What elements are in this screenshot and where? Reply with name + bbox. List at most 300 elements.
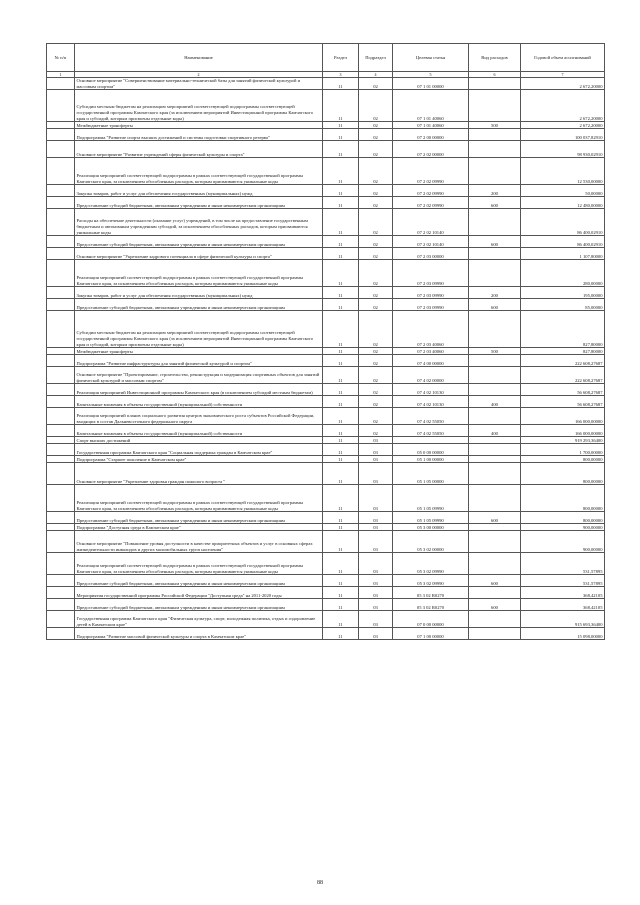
row-expense-type: 600 [469,599,521,611]
row-podrazdel: 02 [359,348,393,355]
row-number-cell [47,524,75,531]
row-amount: 12 480,00000 [521,197,605,209]
table-row [47,575,605,587]
row-target-article: 07 4 02 00000 [393,367,469,384]
row-razdel: 11 [323,209,359,236]
row-podrazdel: 03 [359,456,393,463]
row-target-article: 07 4 00 00000 [393,355,469,367]
row-expense-type: 400 [469,425,521,437]
row-amount: 1 107,80000 [521,248,605,260]
column-number: 3 [323,72,359,78]
row-target-article: 07 1 01 00000 [393,78,469,90]
row-target-article: 07 4 02 55050 [393,408,469,425]
row-amount: 800,00000 [521,512,605,524]
row-amount: 919 293,36400 [521,437,605,444]
row-number-cell [47,553,75,575]
row-target-article: 07 0 00 00000 [393,611,469,628]
table-row [47,90,605,122]
row-expense-type [469,553,521,575]
row-target-article: 07 4 02 55050 [393,425,469,437]
row-razdel: 11 [323,463,359,485]
row-razdel: 11 [323,197,359,209]
row-target-article: 05 1 05 00000 [393,463,469,485]
row-amount: 56 608,27687 [521,384,605,396]
row-expense-type: 500 [469,122,521,129]
row-target-article: 07 2 03 00000 [393,248,469,260]
row-razdel: 11 [323,553,359,575]
row-razdel: 11 [323,384,359,396]
row-number-cell [47,185,75,197]
row-number-cell [47,463,75,485]
row-podrazdel: 03 [359,485,393,512]
column-number: 1 [47,72,75,78]
table-row [47,236,605,248]
row-name: Подпрограмма "Развитие массовой физической культуры и спорта в Камчатском крае" [75,628,323,640]
row-target-article: 07 1 01 40060 [393,90,469,122]
row-amount: 2 672,20000 [521,78,605,90]
table-row [47,248,605,260]
row-podrazdel: 02 [359,408,393,425]
row-podrazdel: 02 [359,90,393,122]
row-name: Основное мероприятие "Укрепление кадрового потенциала в сфере физической культуры и спорта" [75,248,323,260]
row-expense-type [469,444,521,456]
row-razdel: 11 [323,512,359,524]
row-amount: 900,00000 [521,531,605,553]
table-row [47,367,605,384]
row-target-article: 05 3 02 R0270 [393,587,469,599]
row-name: Реализация мероприятий планов социального развития центров экономического роста субъектов Российской Федерации, входящих в состав Дальневосточного федерального округа [75,408,323,425]
column-number: 2 [75,72,323,78]
row-target-article: 07 1 00 00000 [393,628,469,640]
row-name: Спорт высших достижений [75,437,323,444]
row-name: Основное мероприятие "Совершенствование материально-технической базы для занятий физической культурой и массовым спортом" [75,78,323,90]
row-name: Субсидии местным бюджетам на реализацию мероприятий соответствующей подпрограммы соответствующей государственной программы Камчатского края (за исключением мероприятий Инвестиционной программы Камчатского края и субсидий, которым присвоены отдельные коды) [75,90,323,122]
row-amount: 827,80000 [521,311,605,348]
row-number-cell [47,78,75,90]
header-number: № п/п [47,44,75,72]
row-podrazdel: 02 [359,158,393,185]
page-number: 88 [317,880,323,886]
row-razdel: 11 [323,355,359,367]
table-row [47,587,605,599]
row-razdel: 11 [323,90,359,122]
row-number-cell [47,311,75,348]
column-number: 6 [469,72,521,78]
row-expense-type [469,524,521,531]
row-podrazdel: 02 [359,367,393,384]
row-name: Расходы на обеспечение деятельности (оказание услуг) учреждений, в том числе на предоставление государственным бюджетным и автономным учреждениям субсидий, за исключением обособленных расходов, которым присваиваются уникальные коды [75,209,323,236]
column-number: 4 [359,72,393,78]
row-razdel: 11 [323,425,359,437]
row-target-article: 05 0 00 00000 [393,444,469,456]
row-razdel: 11 [323,122,359,129]
row-razdel: 11 [323,260,359,287]
row-amount: 800,00000 [521,456,605,463]
row-razdel: 11 [323,628,359,640]
row-razdel: 11 [323,408,359,425]
header-name: Наименование [75,44,323,72]
row-number-cell [47,122,75,129]
table-row [47,355,605,367]
row-name: Основное мероприятие "Развитие учреждений сферы физической культуры и спорта" [75,141,323,158]
row-target-article [393,437,469,444]
row-number-cell [47,287,75,299]
row-number-cell [47,260,75,287]
row-name: Основное мероприятие "Укрепление здоровья граждан пожилого возраста " [75,463,323,485]
table-row [47,299,605,311]
row-number-cell [47,197,75,209]
table-row [47,437,605,444]
row-amount: 531,57895 [521,575,605,587]
row-podrazdel: 02 [359,287,393,299]
row-number-cell [47,587,75,599]
header-expense-type: Вид расходов [469,44,521,72]
row-razdel: 11 [323,78,359,90]
table-row [47,512,605,524]
table-header-row [47,44,605,72]
table-row [47,599,605,611]
row-number-cell [47,299,75,311]
table-row [47,78,605,90]
row-name: Реализация мероприятий соответствующей подпрограммы в рамках соответствующей государственной программы Камчатского края, за исключением обособленных расходов, которым присваиваются уникальные коды [75,485,323,512]
row-amount: 86 400,02910 [521,209,605,236]
row-target-article: 07 2 02 09990 [393,197,469,209]
table-row [47,122,605,129]
row-amount: 800,00000 [521,485,605,512]
row-number-cell [47,396,75,408]
row-name: Подпрограмма "Старшее поколение в Камчатском крае" [75,456,323,463]
row-number-cell [47,141,75,158]
table-row [47,628,605,640]
row-name: Мероприятия государственной программы Российской Федерации "Доступная среда" на 2011-2020 годы [75,587,323,599]
row-podrazdel: 03 [359,611,393,628]
row-expense-type [469,141,521,158]
row-expense-type: 600 [469,512,521,524]
row-podrazdel: 02 [359,78,393,90]
row-expense-type: 600 [469,197,521,209]
row-target-article: 07 2 03 09990 [393,260,469,287]
row-target-article: 07 2 02 09990 [393,185,469,197]
row-number-cell [47,599,75,611]
row-name: Капитальные вложения в объекты государственной (муниципальной) собственности [75,425,323,437]
row-target-article: 07 2 00 00000 [393,129,469,141]
row-expense-type: 500 [469,348,521,355]
row-expense-type: 600 [469,236,521,248]
row-name: Предоставление субсидий бюджетным, автономным учреждениям и иным некоммерческим организациям [75,299,323,311]
row-number-cell [47,575,75,587]
row-amount: 166 000,00000 [521,408,605,425]
row-razdel: 11 [323,437,359,444]
row-target-article: 07 1 01 40060 [393,122,469,129]
row-expense-type [469,587,521,599]
table-row [47,456,605,463]
row-name: Предоставление субсидий бюджетным, автономным учреждениям и иным некоммерческим организациям [75,197,323,209]
row-expense-type: 200 [469,185,521,197]
row-expense-type [469,408,521,425]
row-amount: 280,00000 [521,260,605,287]
row-amount: 222 608,27687 [521,367,605,384]
row-expense-type [469,260,521,287]
row-amount: 800,00000 [521,463,605,485]
row-expense-type: 600 [469,575,521,587]
row-expense-type [469,456,521,463]
table-row [47,553,605,575]
row-expense-type: 200 [469,287,521,299]
row-expense-type: 600 [469,299,521,311]
header-annual-amount: Годовой объем ассигнований [521,44,605,72]
row-name: Подпрограмма "Развитие спорта высших достижений и системы подготовки спортивного резерва" [75,129,323,141]
row-expense-type [469,78,521,90]
row-name: Основное мероприятие "Повышение уровня доступности в качестве приоритетных объектов и услуг в основных сферах жизнедеятельности инвалидов и других маломобильных групп населения" [75,531,323,553]
row-number-cell [47,456,75,463]
row-expense-type [469,90,521,122]
table-row [47,209,605,236]
row-name: Подпрограмма "Доступная среда в Камчатском крае" [75,524,323,531]
row-razdel: 11 [323,299,359,311]
row-razdel: 11 [323,185,359,197]
row-name: Предоставление субсидий бюджетным, автономным учреждениям и иным некоммерческим организациям [75,236,323,248]
row-number-cell [47,248,75,260]
row-podrazdel: 02 [359,260,393,287]
row-podrazdel: 03 [359,587,393,599]
row-target-article: 05 1 05 09990 [393,485,469,512]
row-amount: 1 700,00000 [521,444,605,456]
row-amount: 195,00000 [521,287,605,299]
row-number-cell [47,236,75,248]
table-row [47,396,605,408]
row-amount: 100 037,82910 [521,129,605,141]
row-podrazdel: 02 [359,299,393,311]
row-razdel: 11 [323,311,359,348]
row-amount: 222 608,27687 [521,355,605,367]
column-number: 5 [393,72,469,78]
row-name: Закупка товаров, работ и услуг для обеспечения государственных (муниципальных) нужд [75,287,323,299]
row-expense-type [469,628,521,640]
row-number-cell [47,437,75,444]
row-podrazdel: 02 [359,185,393,197]
row-razdel: 11 [323,575,359,587]
row-amount: 531,57895 [521,553,605,575]
row-razdel: 11 [323,236,359,248]
table-row [47,531,605,553]
table-row [47,384,605,396]
table-row [47,444,605,456]
row-razdel: 11 [323,587,359,599]
row-name: Реализация мероприятий соответствующей подпрограммы в рамках соответствующей государственной программы Камчатского края, за исключением обособленных расходов, которым присваиваются уникальные коды [75,553,323,575]
row-podrazdel: 03 [359,463,393,485]
row-number-cell [47,355,75,367]
row-target-article: 05 3 02 00000 [393,531,469,553]
row-razdel: 11 [323,531,359,553]
row-target-article: 05 3 02 R0270 [393,599,469,611]
row-razdel: 11 [323,485,359,512]
row-target-article: 05 3 02 09990 [393,575,469,587]
row-razdel: 11 [323,524,359,531]
row-name: Межбюджетные трансферты [75,348,323,355]
row-target-article: 05 1 05 09990 [393,512,469,524]
row-target-article: 05 3 00 00000 [393,524,469,531]
table-row [47,141,605,158]
table-row [47,158,605,185]
table-row [47,524,605,531]
row-podrazdel: 02 [359,129,393,141]
row-number-cell [47,611,75,628]
row-number-cell [47,90,75,122]
row-name: Реализация мероприятий соответствующей подпрограммы в рамках соответствующей государственной программы Камчатского края, за исключением обособленных расходов, которым присваиваются уникальные коды [75,260,323,287]
row-podrazdel: 03 [359,524,393,531]
header-target-article: Целевая статья [393,44,469,72]
row-number-cell [47,512,75,524]
row-amount: 900,00000 [521,524,605,531]
row-podrazdel: 02 [359,311,393,348]
row-name: Предоставление субсидий бюджетным, автономным учреждениям и иным некоммерческим организациям [75,599,323,611]
row-amount: 15 098,00000 [521,628,605,640]
row-number-cell [47,158,75,185]
row-podrazdel: 02 [359,396,393,408]
row-target-article: 07 2 03 09990 [393,299,469,311]
row-podrazdel: 03 [359,512,393,524]
row-target-article: 05 1 00 00000 [393,456,469,463]
row-amount: 50,00000 [521,185,605,197]
row-amount: 56 608,27687 [521,396,605,408]
row-name: Предоставление субсидий бюджетным, автономным учреждениям и иным некоммерческим организациям [75,512,323,524]
row-podrazdel: 03 [359,575,393,587]
row-target-article: 07 2 02 10140 [393,236,469,248]
row-razdel: 11 [323,287,359,299]
row-name: Подпрограмма "Развитие инфраструктуры для занятий физической культурой и спортом" [75,355,323,367]
table-row [47,129,605,141]
row-podrazdel: 03 [359,553,393,575]
row-amount: 85,00000 [521,299,605,311]
row-razdel: 11 [323,599,359,611]
budget-table [46,43,605,640]
row-podrazdel: 02 [359,122,393,129]
row-number-cell [47,367,75,384]
row-razdel: 11 [323,129,359,141]
row-target-article: 07 2 02 09990 [393,158,469,185]
row-target-article: 07 4 02 10130 [393,384,469,396]
row-target-article: 07 2 03 40060 [393,311,469,348]
row-podrazdel: 02 [359,248,393,260]
row-razdel: 11 [323,248,359,260]
row-number-cell [47,129,75,141]
table-row [47,463,605,485]
row-podrazdel: 03 [359,437,393,444]
row-target-article: 07 4 02 10130 [393,396,469,408]
row-razdel: 11 [323,611,359,628]
table-body [47,78,605,640]
row-amount: 86 400,02910 [521,236,605,248]
row-amount: 915 693,36400 [521,611,605,628]
row-name: Государственная программа Камчатского края "Социальная поддержка граждан в Камчатском крае" [75,444,323,456]
row-expense-type [469,367,521,384]
row-podrazdel: 03 [359,599,393,611]
row-number-cell [47,531,75,553]
row-expense-type [469,209,521,236]
row-number-cell [47,444,75,456]
row-razdel: 11 [323,348,359,355]
table-row [47,611,605,628]
row-expense-type: 400 [469,396,521,408]
row-podrazdel: 02 [359,425,393,437]
table-row [47,311,605,348]
row-number-cell [47,628,75,640]
row-target-article: 07 2 02 10140 [393,209,469,236]
table-row [47,485,605,512]
row-expense-type [469,158,521,185]
row-number-cell [47,384,75,396]
row-amount: 12 530,00000 [521,158,605,185]
row-razdel: 11 [323,396,359,408]
row-name: Капитальные вложения в объекты государственной (муниципальной) собственности [75,396,323,408]
row-podrazdel: 03 [359,444,393,456]
row-expense-type [469,248,521,260]
row-razdel: 11 [323,158,359,185]
table-row [47,408,605,425]
row-expense-type [469,129,521,141]
row-expense-type [469,531,521,553]
row-podrazdel: 02 [359,384,393,396]
row-amount: 98 930,02910 [521,141,605,158]
row-expense-type [469,384,521,396]
row-target-article: 07 2 03 09990 [393,287,469,299]
table-row [47,260,605,287]
row-expense-type [469,311,521,348]
row-razdel: 11 [323,444,359,456]
row-name: Основное мероприятие "Проектирование, строительство, реконструкция и модернизация спортивных объектов для занятий физической культурой и массовым спортом" [75,367,323,384]
row-amount: 368,42105 [521,587,605,599]
row-number-cell [47,348,75,355]
row-name: Субсидии местным бюджетам на реализацию мероприятий соответствующей подпрограммы соответствующей государственной программы Камчатского края (за исключением мероприятий Инвестиционной программы Камчатского края и субсидий, которым присвоены отдельные коды) [75,311,323,348]
row-number-cell [47,425,75,437]
row-amount: 2 672,20000 [521,122,605,129]
row-name: Государственная программа Камчатского края "Физическая культура, спорт, молодежная политика, отдых и оздоровление детей в Камчатском крае" [75,611,323,628]
row-amount: 166 000,00000 [521,425,605,437]
column-number: 7 [521,72,605,78]
header-razdel: Раздел [323,44,359,72]
row-razdel: 11 [323,456,359,463]
row-name: Закупка товаров, работ и услуг для обеспечения государственных (муниципальных) нужд [75,185,323,197]
row-expense-type [469,355,521,367]
row-name: Межбюджетные трансферты [75,122,323,129]
row-razdel: 11 [323,141,359,158]
row-number-cell [47,408,75,425]
table-row [47,197,605,209]
row-target-article: 05 3 02 09990 [393,553,469,575]
row-podrazdel: 02 [359,236,393,248]
row-amount: 368,42105 [521,599,605,611]
table-row [47,287,605,299]
row-podrazdel: 03 [359,628,393,640]
row-podrazdel: 02 [359,197,393,209]
row-expense-type [469,485,521,512]
row-expense-type [469,463,521,485]
table-row [47,425,605,437]
row-number-cell [47,209,75,236]
row-podrazdel: 02 [359,141,393,158]
row-amount: 827,80000 [521,348,605,355]
row-podrazdel: 02 [359,209,393,236]
row-expense-type [469,437,521,444]
table-row [47,185,605,197]
row-podrazdel: 02 [359,355,393,367]
row-podrazdel: 03 [359,531,393,553]
header-podrazdel: Подраздел [359,44,393,72]
table-row [47,348,605,355]
row-number-cell [47,485,75,512]
row-razdel: 11 [323,367,359,384]
row-name: Предоставление субсидий бюджетным, автономным учреждениям и иным некоммерческим организациям [75,575,323,587]
